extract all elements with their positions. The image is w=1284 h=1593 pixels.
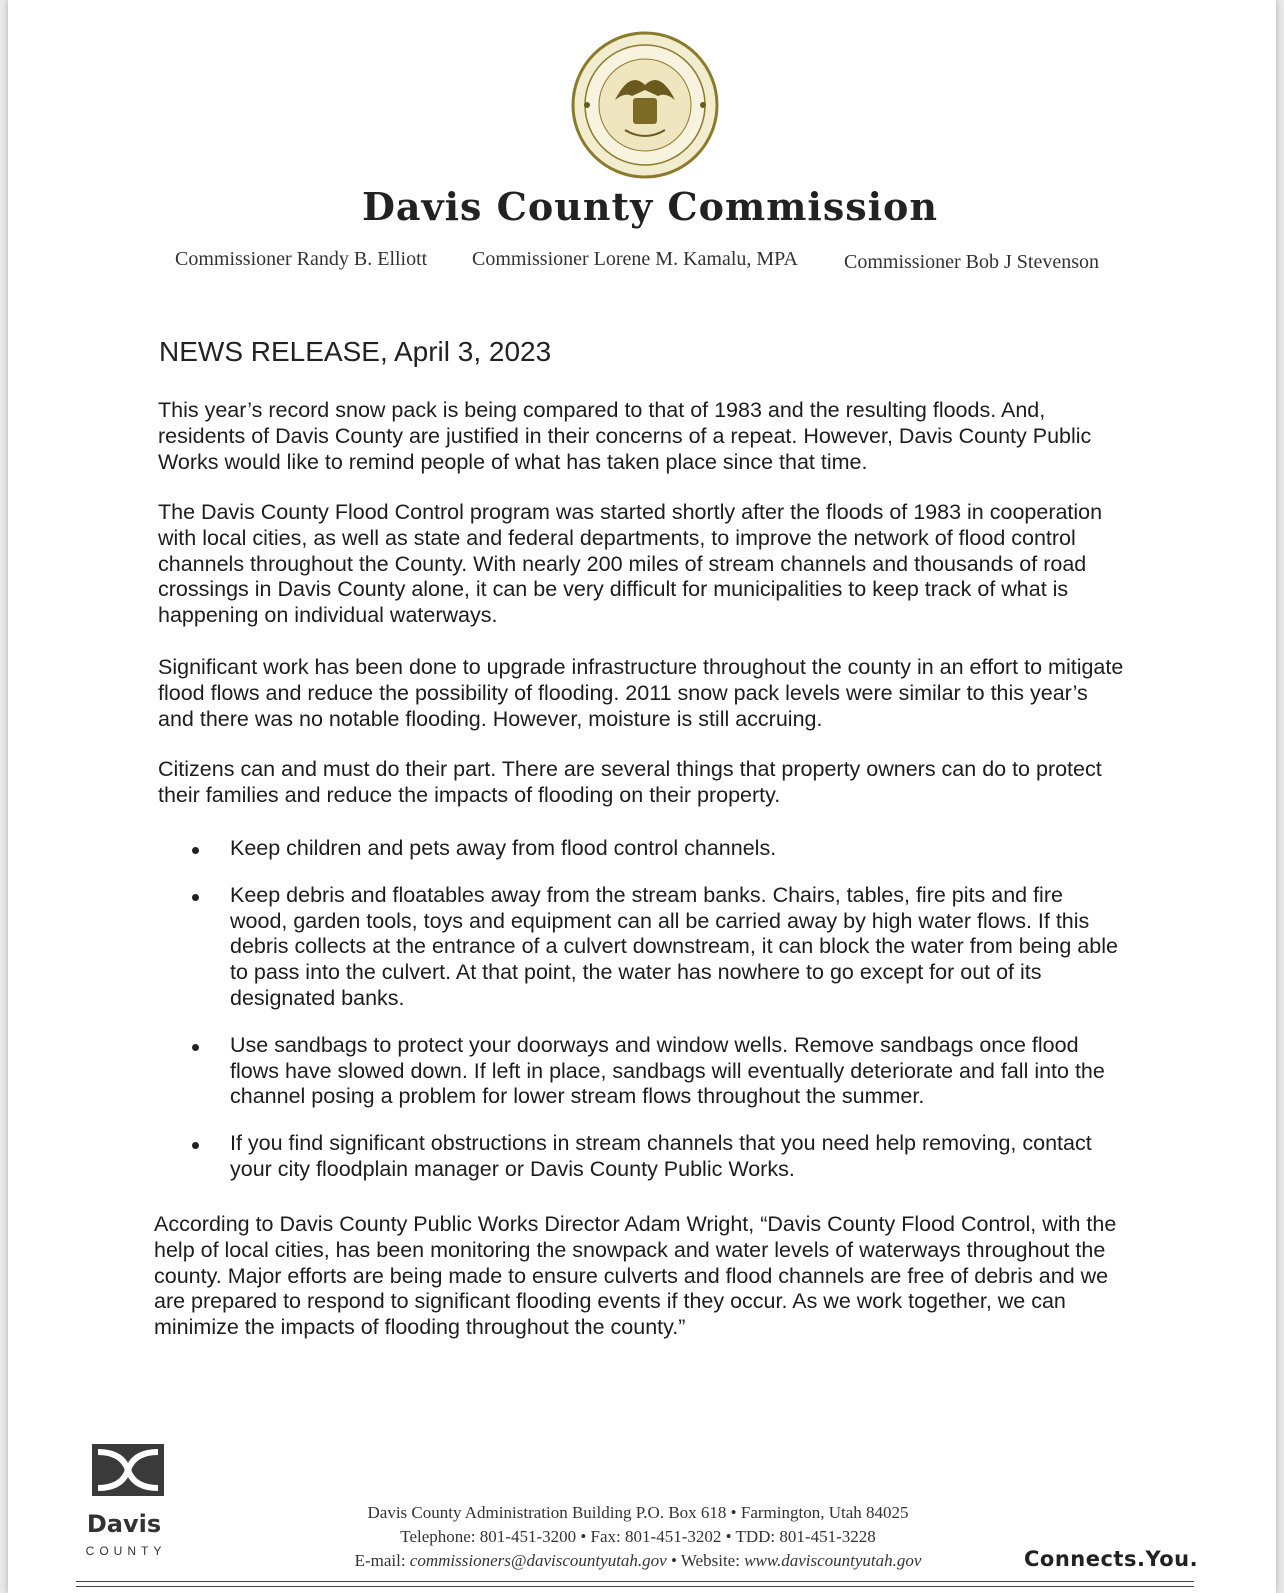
body-paragraph: This year’s record snow pack is being compared to that of 1983 and the resulting floods. And, residents of Davis County are justified in their concerns of a repeat. However, Davis County Public Works would like to remind people of what has taken place since that time. (158, 398, 1092, 474)
email-link[interactable]: commissioners@daviscountyutah.gov (409, 1551, 667, 1570)
list-item-text: Keep debris and floatables away from the stream banks. Chairs, tables, fire pits and fire wood, garden tools, toys and equipment can all be carried away by high water flows. If this debris collects at the entrance of a culvert downstream, it can block the water from being able to pass into the culvert. At that point, the water has nowhere to go except for out of its designated banks. (230, 882, 1118, 1010)
footer-divider (76, 1581, 1194, 1582)
county-seal-icon (570, 30, 720, 180)
bullet-icon (192, 1044, 199, 1051)
davis-county-logo (74, 1444, 184, 1564)
bullet-icon (192, 1142, 199, 1149)
bullet-icon (192, 894, 199, 901)
commissioner-name: Commissioner Randy B. Elliott (175, 248, 428, 270)
list-item (192, 1131, 1122, 1183)
list-item (192, 883, 1122, 1012)
website-link[interactable]: www.daviscountyutah.gov (744, 1551, 922, 1570)
website-label: Website: (680, 1551, 740, 1570)
footer-separator: • (670, 1551, 677, 1570)
logo-wordmark: Davis (86, 1510, 162, 1538)
tagline: Connects.You. (1024, 1547, 1199, 1571)
list-item-text: If you find significant obstructions in stream channels that you need help removing, contact your city floodplain manager or Davis County Public Works. (230, 1131, 1092, 1181)
footer-contact (308, 1501, 968, 1573)
list-item (192, 1033, 1122, 1110)
commissioner-list (8, 248, 1284, 278)
body-paragraph: Significant work has been done to upgrade infrastructure throughout the county in an effort to mitigate flood flows and reduce the possibility of flooding. 2011 snow pack levels were similar to this year’s and there was no notable flooding. However, moisture is still accruing. (158, 655, 1124, 731)
body-paragraph: The Davis County Flood Control program was started shortly after the floods of 1983 in cooperation with local cities, as well as state and federal departments, to improve the network of flood control channels throughout the County. With nearly 200 miles of stream channels and thousands of road crossings in Davis County alone, it can be very difficult for municipalities to keep track of what is happening on individual waterways. (158, 500, 1103, 628)
davis-county-logo-icon (92, 1444, 164, 1496)
list-item-text: Use sandbags to protect your doorways and window wells. Remove sandbags once flood flows have slowed down. If left in place, sandbags will eventually deteriorate and fall into the channel posing a problem for lower stream flows throughout the summer. (230, 1032, 1105, 1109)
masthead-title: Davis County Commission (361, 184, 939, 229)
logo-subtitle: COUNTY (85, 1544, 167, 1558)
commissioner-name: Commissioner Bob J Stevenson (844, 251, 1100, 273)
footer-web (308, 1549, 968, 1573)
footer-divider (76, 1586, 1194, 1587)
list-item-text: Keep children and pets away from flood control channels. (230, 836, 777, 860)
email-label: E-mail: (354, 1551, 406, 1570)
body-paragraph: Citizens can and must do their part. There are several things that property owners can do to protect their families and reduce the impacts of flooding on their property. (158, 757, 1102, 807)
footer-address: Davis County Administration Building P.O. Box 618 • Farmington, Utah 84025 (367, 1503, 909, 1522)
commissioner-name: Commissioner Lorene M. Kamalu, MPA (472, 248, 798, 270)
release-title: NEWS RELEASE, April 3, 2023 (159, 336, 552, 367)
list-item (192, 836, 1122, 862)
bullet-icon (192, 847, 199, 854)
tips-list (192, 836, 1122, 1204)
document-page (8, 0, 1276, 1593)
footer-phone: Telephone: 801-451-3200 • Fax: 801-451-3202 • TDD: 801-451-3228 (400, 1527, 876, 1546)
closing-quote-paragraph: According to Davis County Public Works Director Adam Wright, “Davis County Flood Control, with the help of local cities, has been monitoring the snowpack and water levels of waterways throughout the county. Major efforts are being made to ensure culverts and flood channels are free of debris and we are prepared to respond to significant flooding events if they occur. As we work together, we can minimize the impacts of flooding throughout the county.” (154, 1212, 1117, 1340)
